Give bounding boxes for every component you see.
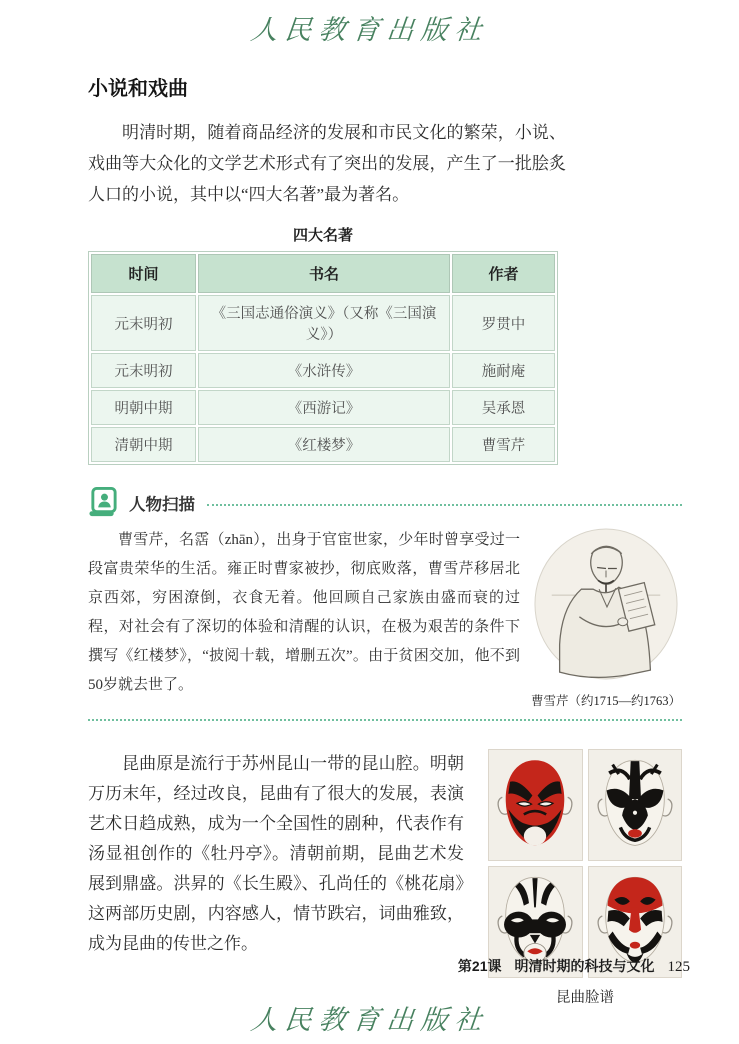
cell-author: 罗贯中 [452, 295, 555, 351]
caoxueqin-portrait-image [532, 526, 680, 682]
cell-author: 曹雪芹 [452, 427, 555, 462]
table-row [91, 353, 555, 388]
table-row [91, 427, 555, 462]
cell-time: 清朝中期 [91, 427, 196, 462]
masks-caption: 昆曲脸谱 [556, 990, 614, 1006]
mask-tile [588, 749, 683, 861]
profile-label: 人物扫描 [129, 495, 195, 514]
kunqu-paragraph: 昆曲原是流行于苏州昆山一带的昆山腔。明朝万历末年，经过改良，昆曲有了很大的发展，表演艺术日趋成熟，成为一个全国性的剧种，代表作有汤显祖创作的《牡丹亭》。清朝前期，昆曲艺术发展到鼎盛。洪昇的《长生殿》、孔尚任的《桃花扇》这两部历史剧，内容感人，情节跌宕，词曲雅致，成为昆曲的传世之作。 [88, 754, 464, 953]
cell-book: 《三国志通俗演义》（又称《三国演义》） [198, 295, 450, 351]
section-title: 小说和戏曲 [88, 78, 188, 100]
col-header-time: 时间 [91, 254, 196, 293]
four-classics-table [88, 251, 558, 465]
publisher-logo-text: 人民教育出版社 [248, 1005, 490, 1036]
dotted-divider [207, 504, 682, 506]
portrait-caption: 曹雪芹（约1715—约1763） [530, 694, 681, 708]
profile-biography: 曹雪芹，名霑（zhān），出身于官宦世家，少年时曾享受过一段富贵荣华的生活。雍正时曹家被抄，彻底败落，曹雪芹移居北京西郊，穷困潦倒，衣食无着。他回顾自己家族由盛而衰的过程，对社会有了深切的体验和清醒的认识，在极为艰苦的条件下撰写《红楼梦》，“披阅十载，增删五次”。由于贫困交加，他不到50岁就去世了。 [88, 532, 520, 693]
publisher-logo-text: 人民教育出版社 [248, 15, 490, 46]
footer-lesson-number: 第21课 [457, 958, 502, 974]
mask-grid [488, 749, 682, 978]
table-row [91, 390, 555, 425]
cell-book: 《水浒传》 [198, 353, 450, 388]
table-header-row [91, 254, 555, 293]
intro-paragraph: 明清时期，随着商品经济的发展和市民文化的繁荣，小说、戏曲等大众化的文学艺术形式有了突出的发展，产生了一批脍炙人口的小说，其中以“四大名著”最为著名。 [88, 123, 566, 204]
cell-book: 《红楼梦》 [198, 427, 450, 462]
publisher-logo-top [0, 8, 739, 47]
cell-book: 《西游记》 [198, 390, 450, 425]
col-header-book: 书名 [198, 254, 450, 293]
col-header-author: 作者 [452, 254, 555, 293]
portrait-figure [530, 526, 682, 709]
page-content [88, 72, 682, 1007]
cell-time: 元末明初 [91, 295, 196, 351]
footer-lesson-title: 明清时期的科技与文化 [514, 958, 655, 974]
cell-time: 元末明初 [91, 353, 196, 388]
profile-box [88, 487, 682, 721]
table-row [91, 295, 555, 351]
cell-author: 施耐庵 [452, 353, 555, 388]
page-footer [458, 956, 690, 976]
table-caption: 四大名著 [292, 228, 353, 244]
red-face-mask-icon [492, 754, 578, 856]
dotted-divider-bottom [88, 719, 682, 721]
cell-author: 吴承恩 [452, 390, 555, 425]
mask-tile [488, 749, 583, 861]
footer-page-number: 125 [667, 959, 690, 975]
publisher-logo-bottom [0, 998, 739, 1037]
profile-body [88, 526, 682, 709]
person-scan-icon [88, 487, 119, 518]
cell-time: 明朝中期 [91, 390, 196, 425]
profile-header [88, 487, 682, 518]
white-black-crest-mask-icon [592, 754, 678, 856]
